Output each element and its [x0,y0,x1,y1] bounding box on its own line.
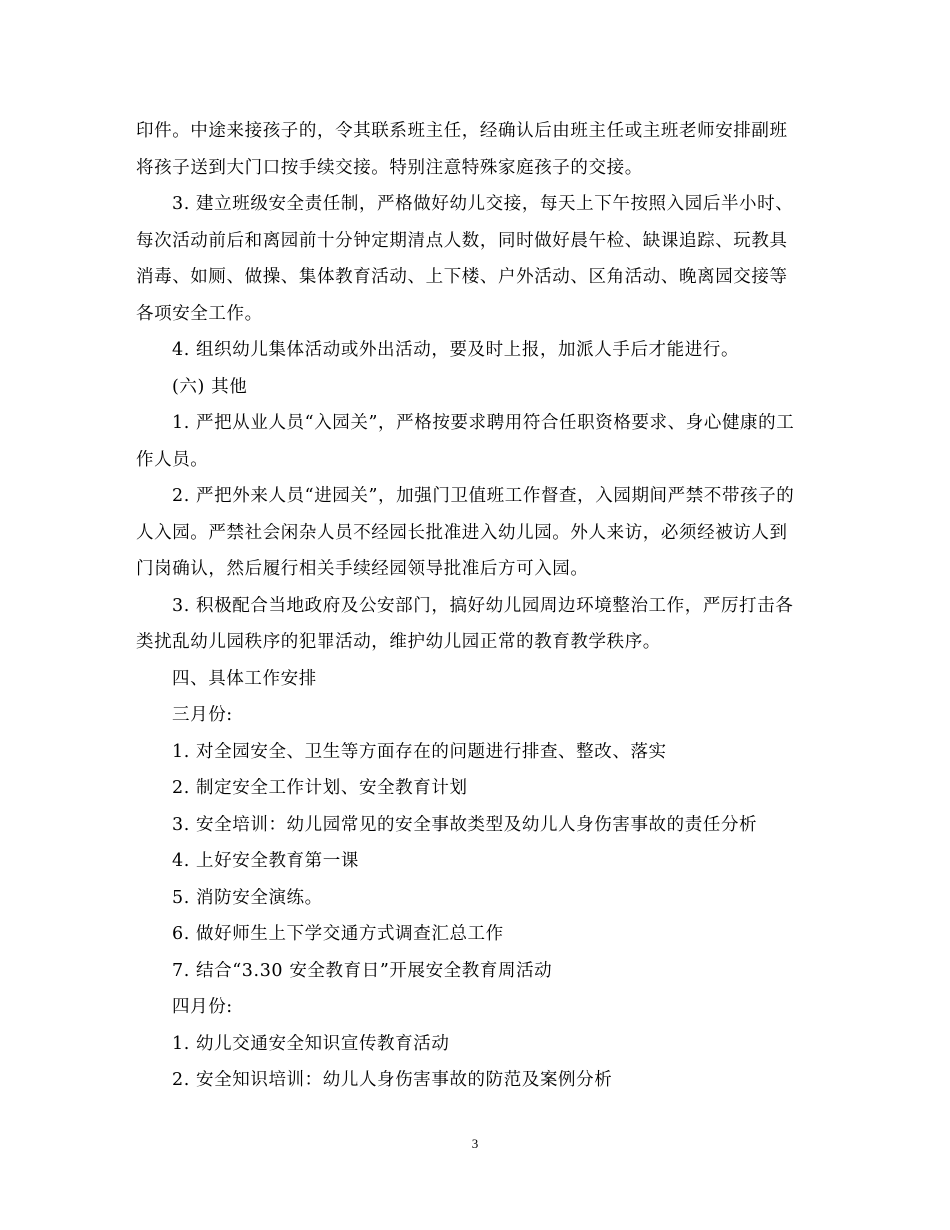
paragraph [136,880,816,917]
text-line: 3. 安全培训：幼儿园常见的安全事故类型及幼儿人身伤害事故的责任分析 [172,814,758,835]
text-line: 5. 消防安全演练。 [172,887,323,908]
text-line: 2. 安全知识培训：幼儿人身伤害事故的防范及案例分析 [172,1070,613,1090]
text-line: 每次活动前后和离园前十分钟定期清点人数，同时做好晨午检、缺课追踪、玩教具 [136,230,788,251]
paragraph [136,953,816,990]
text-line: 人入园。严禁社会闲杂人员不经园长批准进入幼儿园。外人来访，必须经被访人到 [136,522,788,543]
text-line: 四月份: [172,997,233,1017]
paragraph [136,1062,816,1099]
paragraph [136,807,816,844]
text-line: 类扰乱幼儿园秩序的犯罪活动，维护幼儿园正常的教育教学秩序。 [136,632,661,652]
paragraph [136,186,816,332]
paragraph [136,697,816,734]
text-line: 1. 严把从业人员“入园关”，严格按要求聘用符合任职资格要求、身心健康的工 [172,413,795,433]
text-line: 2. 制定安全工作计划、安全教育计划 [172,778,468,798]
text-line: 将孩子送到大门口按手续交接。特别注意特殊家庭孩子的交接。 [136,157,643,178]
paragraph [136,478,816,588]
text-line: 门岗确认，然后履行相关手续经园领导批准后方可入园。 [136,559,589,579]
paragraph [136,332,816,369]
text-line: 作人员。 [136,449,209,470]
text-line: 1. 对全园安全、卫生等方面存在的问题进行排查、整改、落实 [172,741,667,762]
text-line: 印件。中途来接孩子的，令其联系班主任，经确认后由班主任或主班老师安排副班 [136,121,788,141]
paragraph [136,369,816,406]
text-line: 7. 结合“3.30 安全教育日”开展安全教育周活动 [172,960,553,981]
paragraph [136,989,816,1026]
text-line: 1. 幼儿交通安全知识宣传教育活动 [172,1033,450,1054]
text-line: 6. 做好师生上下学交通方式调查汇总工作 [172,924,504,944]
text-line: (六) 其他 [172,376,248,397]
paragraph [136,661,816,698]
paragraph [136,734,816,771]
paragraph [136,588,816,661]
paragraph [136,113,816,186]
text-line: 2. 严把外来人员“进园关”，加强门卫值班工作督查，入园期间严禁不带孩子的 [172,486,795,506]
text-line: 各项安全工作。 [136,303,263,324]
text-line: 四、具体工作安排 [172,668,317,689]
paragraph [136,770,816,807]
paragraph [136,843,816,880]
text-line: 4. 组织幼儿集体活动或外出活动，要及时上报，加派人手后才能进行。 [172,340,740,360]
paragraph [136,405,816,478]
text-line: 3. 积极配合当地政府及公安部门，搞好幼儿园周边环境整治工作，严厉打击各 [172,595,794,616]
text-line: 3. 建立班级安全责任制，严格做好幼儿交接，每天上下午按照入园后半小时、 [172,194,794,214]
paragraph [136,916,816,953]
text-line: 三月份: [172,705,233,725]
text-line: 消毒、如厕、做操、集体教育活动、上下楼、户外活动、区角活动、晚离园交接等 [136,267,788,287]
text-line: 4. 上好安全教育第一课 [172,851,359,871]
page-number: 3 [471,1136,479,1151]
document-body [136,113,816,1099]
paragraph [136,1026,816,1063]
